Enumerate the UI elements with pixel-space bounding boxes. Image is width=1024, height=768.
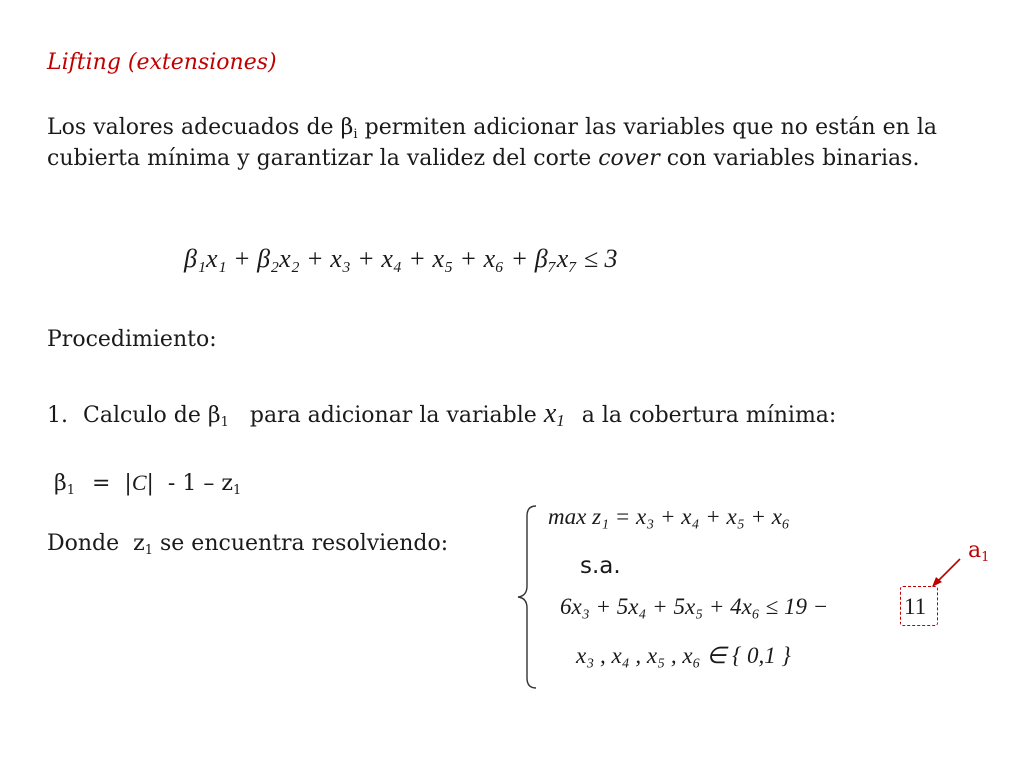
annotation-label xyxy=(968,538,989,563)
step-number: 1. xyxy=(47,403,68,428)
intro-subscript: i xyxy=(353,127,358,142)
step-text-c: a la cobertura mínima: xyxy=(581,403,837,428)
beta-rhs-b: | - 1 – z xyxy=(146,471,233,496)
beta-rhs-a: = | xyxy=(92,471,132,496)
step-variable: x xyxy=(543,398,557,429)
slide-title: Lifting (extensiones) xyxy=(47,50,277,75)
step-text-b: para adicionar la variable xyxy=(249,403,537,428)
donde-text-b: se encuentra resolviendo: xyxy=(153,531,449,556)
intro-text-2: permiten adicionar las variables que no están en la cubierta mínima y garantizar la validez del corte xyxy=(47,115,938,171)
domain-text: x₃ , x₄ , x₅ , x₆ ∈ { 0,1 } xyxy=(576,643,791,668)
annotation-subscript: 1 xyxy=(981,550,990,565)
beta-symbol: β xyxy=(54,471,67,496)
beta-formula xyxy=(54,470,241,496)
objective-function xyxy=(548,504,790,530)
intro-text-1: Los valores adecuados de β xyxy=(47,115,354,140)
procedure-label: Procedimiento: xyxy=(47,327,217,352)
constraint-text: 6x₃ + 5x₄ + 5x₅ + 4x₆ ≤ 19 − xyxy=(560,594,829,619)
binary-domain xyxy=(576,643,791,669)
cover-inequality xyxy=(184,244,618,274)
step-variable-subscript: 1 xyxy=(556,411,565,430)
step-beta-subscript: 1 xyxy=(220,415,229,430)
objective-text: max z₁ = x₃ + x₄ + x₅ + x₆ xyxy=(548,504,790,529)
z-subscript: 1 xyxy=(232,483,242,498)
intro-text-3: con variables binarias. xyxy=(659,146,920,171)
cover-set-symbol: C xyxy=(131,470,147,495)
donde-text-a: Donde z xyxy=(47,531,145,556)
step-1 xyxy=(47,398,836,430)
knapsack-constraint xyxy=(560,594,828,620)
donde-text xyxy=(47,531,448,556)
subject-to-label: s.a. xyxy=(580,553,621,579)
step-text-a: Calculo de β xyxy=(83,403,221,428)
intro-emphasis: cover xyxy=(598,146,660,171)
beta-subscript: 1 xyxy=(66,483,75,498)
inequality-text: β₁x₁ + β₂x₂ + x₃ + x₄ + x₅ + x₆ + β₇x₇ ≤ 3 xyxy=(184,244,618,273)
annotation-letter: a xyxy=(968,538,982,563)
annotation-arrow-icon xyxy=(926,556,966,590)
left-brace xyxy=(514,504,544,690)
boxed-value: 11 xyxy=(904,594,927,619)
donde-subscript: 1 xyxy=(144,543,154,558)
intro-paragraph xyxy=(47,112,937,174)
